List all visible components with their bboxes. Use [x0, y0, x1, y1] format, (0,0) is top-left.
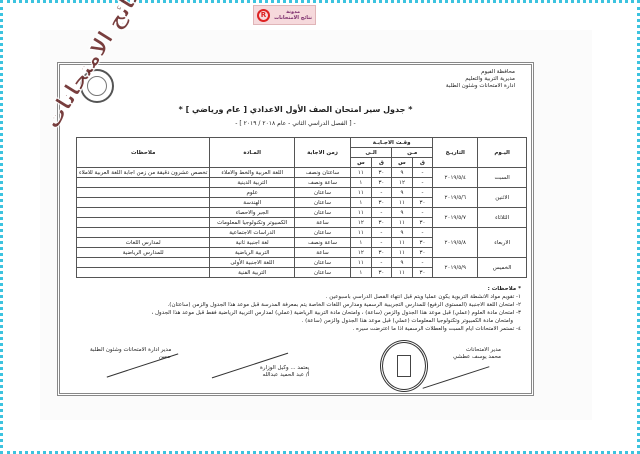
table-row: [77, 228, 527, 238]
handwritten-signature: [423, 366, 490, 389]
note-item: ٢- امتحان اللغة الاجنبية (المستوى الرفيع) للمدارس التجريبية الرسمية ومدارس اللغات الخاصة يتم بمعرفة المدرسة قبل موعد هذا الجدول والزمن (ساعتان).: [167, 302, 521, 308]
cell-from-minute: -: [412, 168, 433, 178]
cell-to-hour: ١٢: [351, 218, 372, 228]
col-to: الـى: [351, 148, 392, 158]
note-item: ١- تقويم مواد الانشطة التربوية يكون عمليا ويتم قبل انتهاء الفصل الدراسي باسبوعين .: [325, 294, 521, 300]
cell-duration: ساعة: [294, 248, 350, 258]
cell-duration: ساعتان: [294, 268, 350, 278]
cell-to-minute: ٣٠: [371, 268, 392, 278]
cell-from-hour: ٩: [392, 208, 413, 218]
cell-to-minute: ٣٠: [371, 248, 392, 258]
header-line: محافظة الفيوم: [481, 69, 515, 75]
cell-to-minute: -: [371, 228, 392, 238]
cell-to-hour: ١١: [351, 228, 372, 238]
cell-date: ٢٠١٩/٥/٩: [433, 258, 478, 278]
col-minute: ق: [412, 158, 433, 168]
col-subject: المـادة: [210, 138, 295, 168]
cell-day: الاثنين: [478, 188, 527, 208]
cell-date: ٢٠١٩/٥/٧: [433, 208, 478, 228]
cell-subject: التربية الرياضية: [210, 248, 295, 258]
issuer-header: [446, 69, 515, 90]
table-body: [77, 168, 527, 278]
cell-notes: لمدارس اللغات: [77, 238, 210, 248]
cell-from-hour: ٩: [392, 168, 413, 178]
cell-to-hour: ١٢: [351, 248, 372, 258]
cell-from-minute: -: [412, 208, 433, 218]
cell-duration: ساعة ونصف: [294, 238, 350, 248]
cell-notes: [77, 218, 210, 228]
cell-day: السبت: [478, 168, 527, 188]
cell-from-hour: ١١: [392, 198, 413, 208]
cell-notes: للمدارس الرياضية: [77, 248, 210, 258]
signature-exams-director: [453, 347, 501, 361]
document-frame: [57, 62, 534, 396]
cell-from-minute: ٣٠: [412, 198, 433, 208]
cell-subject: لغة اجنبية ثانية: [210, 238, 295, 248]
cell-notes: [77, 228, 210, 238]
cell-duration: ساعتان: [294, 208, 350, 218]
cell-subject: علوم: [210, 188, 295, 198]
cell-to-minute: -: [371, 258, 392, 268]
logo-line1: مدونة: [286, 9, 301, 15]
col-day: اليـوم: [478, 138, 527, 168]
cell-day: الخميس: [478, 258, 527, 278]
cell-subject: الكمبيوتر وتكنولوجيا المعلومات: [210, 218, 295, 228]
document-title: * جدول سير امتحان الصف الأول الاعدادي [ عام ورياضي ] *: [178, 105, 413, 114]
cell-notes: [77, 188, 210, 198]
logo-text: [274, 9, 312, 21]
signature-title: يعتمد ... وكيل الوزارة: [260, 365, 310, 371]
cell-to-minute: -: [371, 238, 392, 248]
signature-title: مدير الامتحانات: [465, 347, 501, 353]
col-date: التاريـخ: [433, 138, 478, 168]
cell-duration: ساعتان: [294, 188, 350, 198]
cell-to-hour: ١١: [351, 168, 372, 178]
cell-subject: التربية الفنية: [210, 268, 295, 278]
cell-from-hour: ١١: [392, 238, 413, 248]
cell-notes: [77, 178, 210, 188]
table-row: [77, 258, 527, 268]
col-from: مـن: [392, 148, 433, 158]
cell-notes: [77, 268, 210, 278]
cell-to-minute: -: [371, 188, 392, 198]
col-hour: س: [351, 158, 372, 168]
official-stamp-icon: [380, 340, 428, 392]
table-row: [77, 188, 527, 198]
cell-date: ٢٠١٩/٥/٦: [433, 188, 478, 208]
notes-section: [71, 285, 521, 333]
cell-from-minute: -: [412, 188, 433, 198]
cell-notes: [77, 208, 210, 218]
signature-title: مدير ادارة الامتحانات وشئون الطلبة: [90, 347, 172, 353]
cell-from-hour: ٩: [392, 258, 413, 268]
logo-icon: R: [257, 9, 270, 22]
cell-to-minute: ٣٠: [371, 198, 392, 208]
cell-subject: التربية الدينية: [210, 178, 295, 188]
cell-subject: اللغة العربية والخط والاملاء: [210, 168, 295, 178]
cell-to-minute: ٣٠: [371, 218, 392, 228]
cell-duration: ساعتان: [294, 228, 350, 238]
cell-to-hour: ١: [351, 198, 372, 208]
watermark: نتائج الامتحانات: [40, 0, 150, 134]
cell-to-hour: ١: [351, 268, 372, 278]
cell-to-hour: ١: [351, 238, 372, 248]
cell-from-minute: -: [412, 258, 433, 268]
note-item: ٣- امتحان مادة العلوم (عملي) قبل موعد هذا الجدول والزمن (ساعة) ، وامتحان مادة التربية الرياضية (عملي) لمدارس التربية الرياضية فقط قبل موعد هذا الجدول ،: [151, 310, 521, 316]
cell-from-minute: -: [412, 178, 433, 188]
cell-date: ٢٠١٩/٥/٤: [433, 168, 478, 188]
col-notes: ملاحظات: [77, 138, 210, 168]
cell-duration: ساعة: [294, 218, 350, 228]
cell-to-minute: ٣٠: [371, 168, 392, 178]
cell-day: الاربعاء: [478, 228, 527, 258]
cell-from-minute: ٣٠: [412, 218, 433, 228]
table-row: [77, 208, 527, 218]
table-row: [77, 168, 527, 178]
cell-from-hour: ٩: [392, 228, 413, 238]
cell-subject: الدراسات الاجتماعية: [210, 228, 295, 238]
note-item: وامتحان مادة الكمبيوتر وتكنولوجيا المعلومات (عملي) قبل موعد هذا الجدول والزمن (ساعة) .: [301, 318, 513, 324]
cell-duration: ساعتان: [294, 258, 350, 268]
cell-to-hour: ١١: [351, 208, 372, 218]
cell-subject: الجبر والاحصاء: [210, 208, 295, 218]
cell-to-hour: ١١: [351, 258, 372, 268]
signature-name: أ/ عبد الحميد عبدالله: [262, 372, 310, 378]
cell-from-minute: -: [412, 228, 433, 238]
blog-logo[interactable]: [253, 5, 316, 25]
signature-undersecretary: [260, 365, 309, 379]
cell-from-minute: ٣٠: [412, 268, 433, 278]
cell-notes: [77, 258, 210, 268]
cell-date: ٢٠١٩/٥/٨: [433, 228, 478, 258]
cell-from-hour: ١١: [392, 268, 413, 278]
cell-duration: ساعتان ونصف: [294, 168, 350, 178]
cell-notes: تخصص عشرون دقيقة من زمن اجابة اللغة العربية للاملاء: [77, 168, 210, 178]
col-duration: زمن الاجابة: [294, 138, 350, 168]
col-time: وقـت الاجـابـة: [351, 138, 433, 148]
document-subtitle: - [ الفصل الدراسي الثاني - عام ٢٠١٨ / ٢٠١٩ ] -: [235, 120, 356, 127]
cell-from-hour: ١١: [392, 248, 413, 258]
signature-name: حسن: [158, 354, 172, 360]
cell-subject: اللغة الاجنبية الأولى: [210, 258, 295, 268]
cell-from-hour: ٩: [392, 188, 413, 198]
cell-to-hour: ١: [351, 178, 372, 188]
exam-schedule-table: [76, 137, 527, 278]
header-line: مديرية التربية والتعليم: [465, 76, 515, 82]
notes-heading: * ملاحظات :: [487, 286, 521, 292]
header-line: ادارة الامتحانات وشئون الطلبة: [445, 83, 515, 89]
logo-line2: نتائج الامتحانات: [274, 15, 312, 21]
cell-from-hour: ١٢: [392, 178, 413, 188]
cell-day: الثلاثاء: [478, 208, 527, 228]
note-item: ٤- تستمر الامتحانات ايام السبت والعطلات الرسمية اذا ما اعترضت سيره .: [352, 326, 521, 332]
cell-subject: الهندسة: [210, 198, 295, 208]
cell-duration: ساعة ونصف: [294, 178, 350, 188]
cell-to-minute: ٣٠: [371, 178, 392, 188]
col-hour: س: [392, 158, 413, 168]
col-minute: ق: [371, 158, 392, 168]
cell-to-hour: ١١: [351, 188, 372, 198]
cell-duration: ساعتان: [294, 198, 350, 208]
cell-from-minute: ٣٠: [412, 248, 433, 258]
cell-to-minute: -: [371, 208, 392, 218]
cell-from-minute: ٣٠: [412, 238, 433, 248]
cell-notes: [77, 198, 210, 208]
cell-from-hour: ١١: [392, 218, 413, 228]
signature-name: محمد يوسف عطشي: [452, 354, 501, 360]
